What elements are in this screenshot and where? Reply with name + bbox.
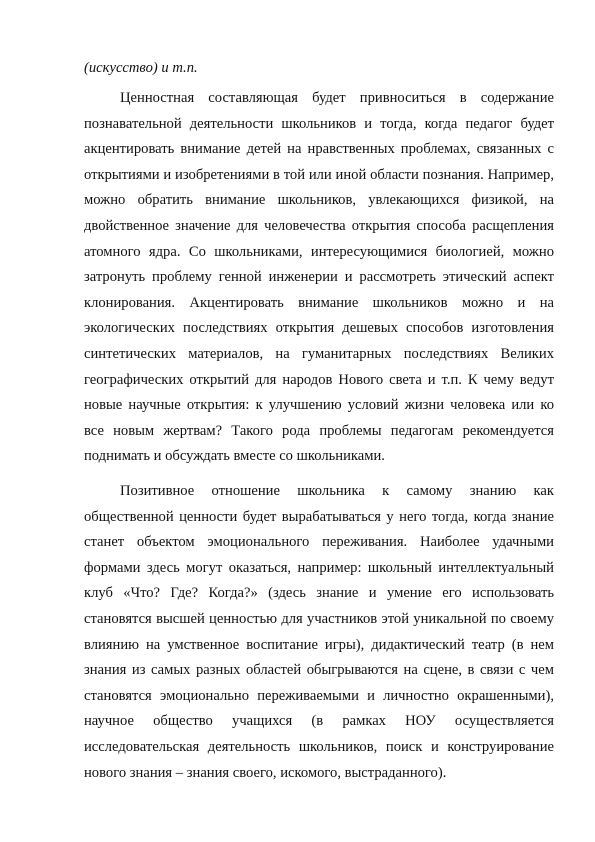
paragraph-values-component	[84, 86, 554, 470]
paragraph-positive-attitude	[84, 479, 554, 786]
paragraph-text: Позитивное отношение школьника к самому знанию как общественной ценности будет вырабатываться у него тогда, когда знание станет объектом эмоционального переживания. Наиболее удачными формами здесь могут оказаться, например: школьный интеллектуальный клуб «Что? Где? Когда?» (здесь знание и умение его использовать становятся высшей ценностью для участников этой уникальной по своему влиянию на умственное воспитание игры), дидактический театр (в нем знания из самых разных областей обыгрываются на сцене, в связи с чем становятся эмоционально переживаемыми и личностно окрашенными), научное общество учащихся (в рамках НОУ осуществляется исследовательская деятельность школьников, поиск и конструирование нового знания – знания своего, искомого, выстраданного).	[84, 483, 554, 781]
paragraph-text: Ценностная составляющая будет привноситься в содержание познавательной деятельности школьников и тогда, когда педагог будет акцентировать внимание детей на нравственных проблемах, связанных с открытиями и изобретениями в той или иной области познания. Например, можно обратить внимание школьников, увлекающихся физикой, на двойственное значение для человечества открытия способа расщепления атомного ядра. Со школьниками, интересующимися биологией, можно затронуть проблему генной инженерии и рассмотреть этический аспект клонирования. Акцентировать внимание школьников можно и на экологических последствиях открытия дешевых способов изготовления синтетических материалов, на гуманитарных последствиях Великих географических открытий для народов Нового света и т.п. К чему ведут новые научные открытия: к улучшению условий жизни человека или ко все новым жертвам? Такого рода проблемы педагогам рекомендуется поднимать и обсуждать вместе со школьниками.	[84, 90, 554, 465]
lead-line: (искусство) и т.п.	[84, 60, 198, 76]
